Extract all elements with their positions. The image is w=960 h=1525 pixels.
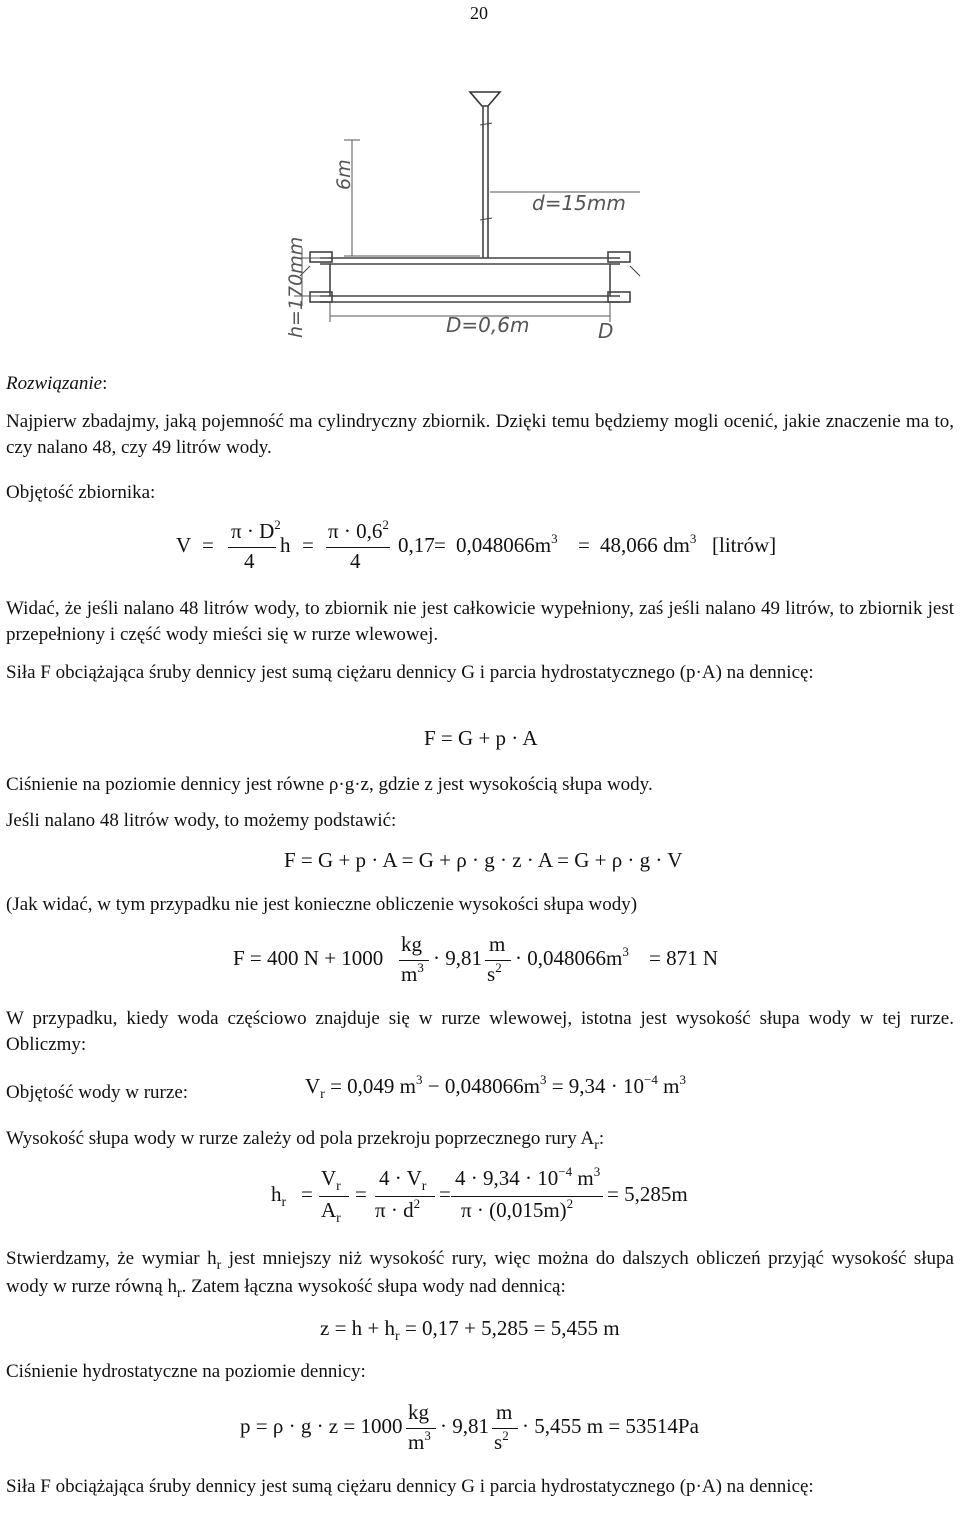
paragraph-3: Widać, że jeśli nalano 48 litrów wody, to zbiornik nie jest całkowicie wypełniony, zaś jeśli nalano 49 litrów, to zbiornik jest przepełniony i część wody mieści się w rurze wlewowej. [6, 598, 954, 645]
eq4-mid: · 9,81 [433, 946, 482, 970]
eq5-c: = 9,34 · 10 [546, 1074, 645, 1098]
eq1-eq2: = [302, 533, 314, 557]
eq1-eq: = [202, 533, 214, 557]
page-number: 20 [470, 3, 488, 23]
label-tank-diameter-short: D [598, 319, 614, 343]
eq4-frac1-den-sup: 3 [417, 960, 424, 975]
eq8-frac1-num: kg [408, 1400, 429, 1424]
eq4-frac1-den: m [401, 962, 418, 986]
eq4-start: F = 400 N + 1000 [233, 946, 384, 970]
eq1-frac2-num-sup: 2 [382, 517, 389, 532]
eq8-mid: · 9,81 [440, 1414, 489, 1438]
paragraph-10 [6, 1126, 604, 1154]
eq6-lhs: h [271, 1182, 282, 1206]
eq1-unit: [litrów] [712, 533, 777, 557]
para10-sub: r [594, 1138, 599, 1153]
eq1-frac2-num: π · 0,6 [328, 519, 383, 543]
eq5-a-sup: 3 [416, 1072, 423, 1087]
eq6-frac3-num-sup: −4 [558, 1164, 573, 1179]
label-height-total: h=170mm [285, 236, 307, 338]
equation-volume [176, 519, 816, 589]
heading [6, 371, 107, 397]
eq8-start: p = ρ · g · z = 1000 [240, 1414, 403, 1438]
label-pipe-length: 6m [333, 159, 355, 190]
label-pipe-diameter: d=15mm [532, 191, 626, 215]
eq6-frac1-num: V [321, 1166, 337, 1190]
eq1-v2: 0,048066m [456, 533, 552, 557]
equation-force: F = G + p · A [424, 726, 538, 750]
eq4-frac1-num: kg [401, 932, 422, 956]
eq1-frac1-num-sup: 2 [274, 517, 281, 532]
eq8-frac2-den: s [494, 1430, 503, 1454]
eq4-frac2-den: s [487, 962, 496, 986]
eq1-eq4: = [578, 533, 590, 557]
paragraph-5: Ciśnienie na poziomie dennicy jest równe ρ·g·z, gdzie z jest wysokością słupa wody. [6, 774, 653, 795]
equation-pipe-volume [305, 1072, 686, 1102]
equation-force-numeric [233, 932, 753, 1002]
eq1-lhs: V [176, 533, 192, 557]
eq4-end-sup: 3 [622, 944, 629, 959]
paragraph-7: (Jak widać, w tym przypadku nie jest konieczne obliczenie wysokości słupa wody) [6, 894, 638, 915]
eq7-text: z = h + h [320, 1316, 396, 1340]
equation-pipe-height: $h_r$ = $V_r$ $A_r$ = $4 \cdot V_r$ $\pi \cdot d^2$ = $4 \cdot 9,34 \cdot 10^{-4}$ $m^3$ $\pi \cdot (0,015m)^2$ = 5,285m [271, 1164, 688, 1226]
eq5-b-sup: 3 [539, 1072, 547, 1087]
eq6-frac1-den: A [321, 1198, 337, 1222]
eq6-frac2-den: π · d [375, 1198, 414, 1222]
paragraph-1: Najpierw zbadajmy, jaką pojemność ma cylindryczny zbiornik. Dzięki temu będziemy mogli ocenić, jakie znaczenie ma to, czy nalano 48, czy 49 litrów wody. [6, 411, 954, 458]
equation-force-expanded: F = G + p · A = G + ρ · g · z · A = G + ρ · g · V [284, 848, 683, 872]
eq6-frac2-num: 4 · V [379, 1166, 422, 1190]
heading-text: Rozwiązanie [6, 373, 103, 394]
eq4-result: = 871 N [649, 946, 719, 970]
paragraph-2: Objętość zbiornika: [6, 482, 156, 503]
eq7-sub: r [395, 1329, 400, 1344]
paragraph-4: Siła F obciążająca śruby dennicy jest sumą ciężaru dennicy G i parcia hydrostatycznego (p·A) na dennicę: [6, 662, 814, 683]
eq1-v2-sup: 3 [551, 531, 558, 546]
eq1-frac2-den: 4 [350, 549, 361, 573]
eq6-result: = 5,285m [607, 1182, 688, 1206]
equation-total-height [320, 1316, 620, 1344]
eq1-eq3: = [434, 533, 446, 557]
funnel-shape [470, 92, 500, 106]
eq1-frac1-num: π · D [231, 519, 275, 543]
paragraph-8: W przypadku, kiedy woda częściowo znajduje się w rurze wlewowej, istotna jest wysokość słupa wody w tej rurze. Obliczmy: [6, 1008, 954, 1055]
eq1-h: h [280, 533, 291, 557]
para10-end: : [598, 1128, 605, 1149]
paragraph-9: Objętość wody w rurze: [6, 1082, 189, 1103]
eq1-v3-sup: 3 [689, 531, 697, 546]
eq6-lhs-sub: r [281, 1195, 287, 1210]
eq7-end: = 0,17 + 5,285 = 5,455 m [399, 1316, 620, 1340]
eq5-lhs: V [305, 1074, 321, 1098]
eq5-d-sup: 3 [679, 1072, 686, 1087]
eq8-end: · 5,455 m = 53514Pa [522, 1414, 699, 1438]
paragraph-13: Siła F obciążająca śruby dennicy jest sumą ciężaru dennicy G i parcia hydrostatycznego (p·A) na dennicę: [6, 1476, 814, 1497]
para10-text: Wysokość słupa wody w rurze zależy od pola przekroju poprzecznego rury A [6, 1128, 595, 1149]
eq5-b: − 0,048066m [422, 1074, 540, 1098]
eq4-frac2-den-sup: 2 [495, 960, 502, 975]
paragraph-6: Jeśli nalano 48 litrów wody, to możemy podstawić: [6, 810, 397, 831]
paragraph-11 [6, 1246, 954, 1302]
eq6-frac1-num-sub: r [336, 1179, 341, 1194]
eq8-frac1-den-sup: 3 [424, 1428, 431, 1443]
eq6-frac3-den-sup: 2 [566, 1196, 574, 1211]
eq1-v1: 0,17 [398, 533, 435, 557]
eq5-a: = 0,049 m [330, 1074, 417, 1098]
eq6-frac3-num-sup2: 3 [593, 1164, 601, 1179]
eq5-lhs-sub: r [320, 1087, 325, 1102]
eq6-frac3-num-end: m [572, 1166, 594, 1190]
eq1-v3: 48,066 dm [600, 533, 690, 557]
eq6-frac1-den-sub: r [336, 1211, 341, 1226]
eq6-frac2-den-sup: 2 [413, 1196, 421, 1211]
heading-colon: : [102, 373, 108, 394]
eq5-c-sup: −4 [644, 1072, 658, 1087]
eq6-frac3-num: 4 · 9,34 · 10 [455, 1166, 559, 1190]
label-tank-diameter: D=0,6m [446, 313, 530, 337]
para11-end: . Zatem łączna wysokość słupa wody nad dennicą: [181, 1276, 566, 1297]
equation-pressure [240, 1400, 760, 1470]
tank-diagram [280, 80, 660, 350]
eq5-d: m [657, 1074, 680, 1098]
eq6-frac2-num-sub: r [421, 1179, 427, 1194]
eq4-frac2-num: m [489, 932, 506, 956]
eq4-end: · 0,048066m [515, 946, 623, 970]
paragraph-12: Ciśnienie hydrostatyczne na poziomie dennicy: [6, 1361, 366, 1382]
eq8-frac2-den-sup: 2 [502, 1428, 509, 1443]
eq1-frac1-den: 4 [244, 549, 255, 573]
para11-text: Stwierdzamy, że wymiar h [6, 1248, 217, 1269]
eq8-frac2-num: m [496, 1400, 513, 1424]
para11-sub2: r [176, 1286, 182, 1301]
eq8-frac1-den: m [408, 1430, 425, 1454]
eq6-frac3-den: π · (0,015m) [461, 1198, 567, 1222]
para11-sub: r [216, 1258, 222, 1273]
para11-mid: jest mniejszy niż wysokość rury, więc można do dalszych obliczeń przyjąć wysokość słupa wody w rurze równą h [6, 1248, 954, 1297]
